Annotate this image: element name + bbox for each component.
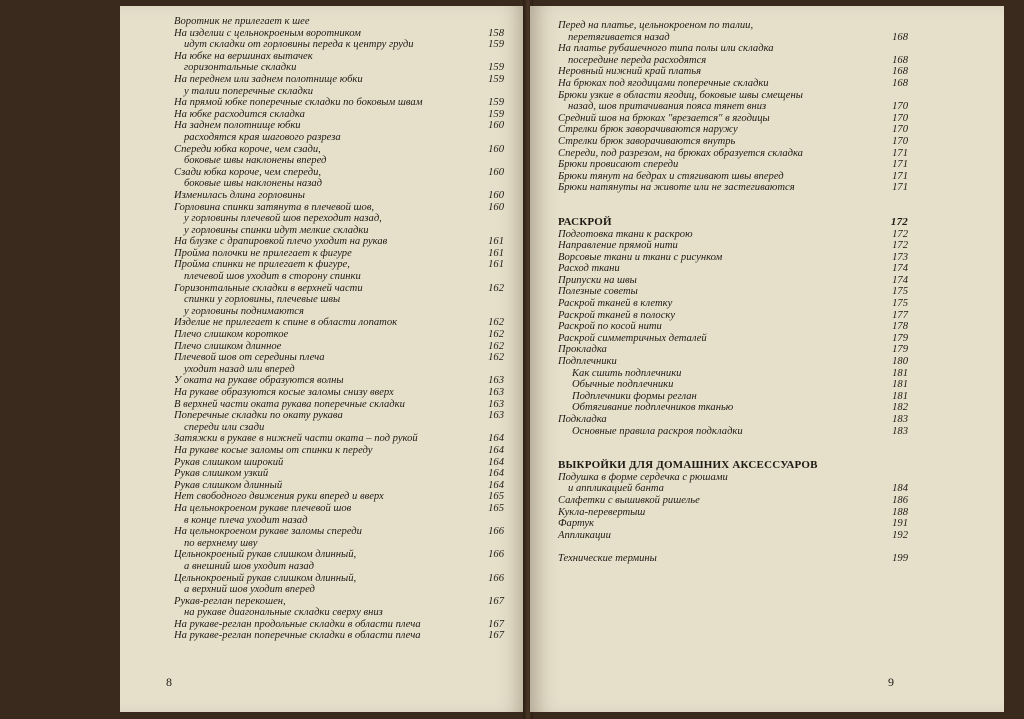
- toc-entry-title: и аппликацией банта: [568, 483, 664, 495]
- toc-entry-title: Основные правила раскроя подкладки: [572, 425, 743, 437]
- toc-entry: [558, 101, 908, 113]
- toc-entry-page: 168: [892, 66, 908, 78]
- toc-entry-title: На прямой юбке поперечные складки по боковым швам: [174, 97, 423, 109]
- toc-entry-page: 171: [892, 170, 908, 182]
- toc-entry: [174, 225, 504, 237]
- toc-entry-title: Припуски на швы: [558, 274, 637, 286]
- toc-entry-page: 162: [488, 282, 504, 294]
- toc-entry-title: Цельнокроеный рукав слишком длинный,: [174, 549, 357, 561]
- toc-entry: [174, 62, 504, 74]
- toc-entry: [558, 263, 908, 275]
- toc-entry-title: На заднем полотнище юбки: [174, 120, 301, 132]
- right-page-number: 9: [888, 675, 894, 689]
- toc-entry-title: В верхней части оката рукава поперечные складки: [174, 398, 405, 410]
- toc-entry-title: а внешний шов уходит назад: [184, 560, 314, 572]
- toc-entry-page: 184: [892, 483, 908, 495]
- toc-entry-page: 161: [488, 247, 504, 259]
- toc-entry-title: у горловины спинки идут мелкие складки: [184, 224, 369, 236]
- toc-entry: [174, 178, 504, 190]
- toc-entry: [174, 422, 504, 434]
- toc-entry: [558, 344, 908, 356]
- toc-entry: [174, 584, 504, 596]
- toc-entry-title: по верхнему шву: [184, 537, 258, 549]
- toc-entry: [174, 526, 504, 538]
- toc-entry-page: 161: [488, 236, 504, 248]
- toc-entry-page: 171: [892, 159, 908, 171]
- spacer: [558, 194, 908, 217]
- toc-entry: [558, 55, 908, 67]
- toc-entry: [174, 387, 504, 399]
- toc-entry-page: 174: [892, 274, 908, 286]
- toc-entry-title: На брюках под ягодицами поперечные складки: [558, 77, 769, 89]
- toc-entry-title: Рукав-реглан перекошен,: [174, 595, 286, 607]
- toc-entry-page: 162: [488, 352, 504, 364]
- toc-entry: [174, 202, 504, 214]
- toc-entry-page: 159: [488, 108, 504, 120]
- toc-entry: [174, 549, 504, 561]
- toc-entry-title: на рукаве диагональные складки сверху вниз: [184, 607, 383, 619]
- toc-entry: [558, 182, 908, 194]
- toc-entry: [174, 51, 504, 63]
- toc-entry-page: 181: [892, 390, 908, 402]
- toc-entry-title: Рукав слишком длинный: [174, 479, 283, 491]
- toc-entry-page: 159: [488, 97, 504, 109]
- toc-entry-title: Поперечные складки по окату рукава: [174, 410, 343, 422]
- toc-entry: [174, 619, 504, 631]
- toc-entry: [174, 190, 504, 202]
- toc-section-heading: [558, 217, 908, 229]
- toc-entry: [174, 317, 504, 329]
- toc-entry-page: 171: [892, 147, 908, 159]
- toc-entry-page: 160: [488, 166, 504, 178]
- toc-entry-title: Подкладка: [558, 414, 607, 425]
- toc-entry: [558, 426, 908, 438]
- toc-entry-page: 158: [488, 27, 504, 39]
- toc-entry: [174, 16, 504, 28]
- toc-entry-title: посередине переда расходятся: [568, 54, 707, 66]
- toc-entry: [174, 607, 504, 619]
- toc-entry: [174, 39, 504, 51]
- toc-entry-title: Пройма полочки не прилегает к фигуре: [174, 247, 352, 259]
- toc-entry: [558, 66, 908, 78]
- toc-entry-page: 168: [892, 31, 908, 43]
- toc-entry-title: РАСКРОЙ: [558, 215, 612, 228]
- toc-entry-title: Плечевой шов от середины плеча: [174, 352, 325, 364]
- toc-entry-page: 172: [892, 240, 908, 252]
- toc-entry: [174, 271, 504, 283]
- toc-entry: [174, 410, 504, 422]
- toc-entry: [174, 248, 504, 260]
- toc-entry-page: 199: [892, 552, 908, 564]
- toc-entry-page: 179: [892, 332, 908, 344]
- toc-entry: [558, 20, 908, 32]
- toc-entry: [174, 28, 504, 40]
- toc-entry: [558, 310, 908, 322]
- toc-entry-title: боковые швы наклонены назад: [184, 178, 323, 190]
- toc-entry-page: 166: [488, 572, 504, 584]
- left-toc-list: [174, 16, 504, 642]
- toc-entry-page: 178: [892, 321, 908, 333]
- toc-entry-title: перетягивается назад: [568, 31, 670, 43]
- toc-entry: [558, 530, 908, 542]
- toc-entry-page: 162: [488, 340, 504, 352]
- toc-entry: [174, 294, 504, 306]
- toc-entry-title: Брюки провисают спереди: [558, 159, 679, 171]
- toc-entry: [174, 468, 504, 480]
- toc-entry-page: 164: [488, 468, 504, 480]
- toc-entry: [174, 341, 504, 353]
- toc-entry-page: 163: [488, 387, 504, 398]
- toc-entry-title: Прокладка: [558, 344, 607, 356]
- toc-entry-page: 164: [488, 444, 504, 456]
- toc-entry: [558, 333, 908, 345]
- toc-entry: [174, 364, 504, 376]
- toc-entry: [174, 74, 504, 86]
- toc-entry: [174, 561, 504, 573]
- right-page: [530, 6, 1004, 712]
- toc-entry-title: спереди или сзади: [184, 421, 265, 433]
- toc-entry: [558, 229, 908, 241]
- left-page-number: 8: [166, 675, 172, 689]
- toc-entry-title: Обтягивание подплечников тканью: [572, 402, 734, 414]
- toc-entry: [174, 167, 504, 179]
- toc-entry: [558, 148, 908, 160]
- toc-entry: [174, 480, 504, 492]
- toc-entry: [174, 503, 504, 515]
- toc-entry-page: 182: [892, 402, 908, 414]
- toc-entry: [558, 483, 908, 495]
- toc-entry: [174, 596, 504, 608]
- toc-entry-title: Плечо слишком короткое: [174, 329, 289, 341]
- toc-entry-title: На переднем или заднем полотнище юбки: [174, 73, 363, 85]
- toc-entry-title: Затяжки в рукаве в нижней части оката – под рукой: [174, 433, 418, 445]
- toc-entry-title: На рукаве образуются косые заломы снизу вверх: [174, 387, 394, 398]
- toc-entry: [558, 472, 908, 484]
- toc-entry: [558, 356, 908, 368]
- toc-entry-title: Раскрой тканей в клетку: [558, 298, 673, 310]
- toc-entry-title: Спереди, под разрезом, на брюках образуется складка: [558, 147, 803, 159]
- toc-entry-title: Технические термины: [558, 552, 657, 564]
- toc-entry: [558, 286, 908, 298]
- toc-entry-page: 171: [892, 182, 908, 194]
- toc-entry: [558, 298, 908, 310]
- toc-entry-title: Подушка в форме сердечка с рюшами: [558, 471, 728, 483]
- toc-entry-page: 164: [488, 433, 504, 445]
- toc-entry: [174, 491, 504, 503]
- toc-entry-title: ВЫКРОЙКИ ДЛЯ ДОМАШНИХ АКСЕССУАРОВ: [558, 459, 818, 472]
- toc-entry-page: 167: [488, 595, 504, 607]
- toc-entry: [174, 399, 504, 411]
- toc-entry: [558, 414, 908, 426]
- toc-entry: [558, 90, 908, 102]
- toc-entry-page: 167: [488, 618, 504, 630]
- toc-entry: [558, 171, 908, 183]
- toc-entry-title: Рукав слишком широкий: [174, 456, 284, 468]
- toc-entry-page: 162: [488, 329, 504, 341]
- toc-entry: [558, 43, 908, 55]
- toc-entry: [174, 109, 504, 121]
- toc-entry: [174, 538, 504, 550]
- toc-entry-page: 191: [892, 518, 908, 530]
- toc-entry-title: назад, шов притачивания пояса тянет вниз: [568, 101, 767, 113]
- toc-entry-page: 174: [892, 263, 908, 275]
- toc-entry-title: Горловина спинки затянута в плечевой шов,: [174, 201, 375, 213]
- toc-entry-title: Подплечники: [558, 356, 617, 368]
- toc-entry-page: 183: [892, 414, 908, 425]
- toc-entry-page: 166: [488, 526, 504, 538]
- toc-entry-title: Сзади юбка короче, чем спереди,: [174, 166, 322, 178]
- right-toc-list: [558, 20, 908, 565]
- toc-entry-title: На рукаве косые заломы от спинки к переду: [174, 444, 373, 456]
- toc-entry: [558, 368, 908, 380]
- toc-entry: [174, 515, 504, 527]
- toc-entry: [174, 155, 504, 167]
- toc-entry-title: горизонтальные складки: [184, 62, 297, 74]
- toc-entry-title: а верхний шов уходит вперед: [184, 584, 315, 596]
- toc-entry: [174, 329, 504, 341]
- spacer: [558, 437, 908, 460]
- toc-entry-page: 160: [488, 143, 504, 155]
- toc-entry-title: Раскрой симметричных деталей: [558, 332, 707, 344]
- toc-entry-title: Рукав слишком узкий: [174, 468, 269, 480]
- toc-entry-page: 173: [892, 251, 908, 263]
- toc-entry-page: 181: [892, 379, 908, 391]
- toc-entry: [558, 136, 908, 148]
- toc-entry: [174, 457, 504, 469]
- toc-entry: [174, 306, 504, 318]
- toc-entry-page: 186: [892, 494, 908, 506]
- toc-entry-title: у талии поперечные складки: [184, 85, 314, 97]
- toc-entry-page: 163: [488, 375, 504, 387]
- toc-entry-title: На блузке с драпировкой плечо уходит на рукав: [174, 236, 388, 248]
- toc-entry: [174, 445, 504, 457]
- toc-entry-title: Ворсовые ткани и ткани с рисунком: [558, 251, 723, 263]
- toc-entry-page: 164: [488, 479, 504, 491]
- toc-entry-page: 163: [488, 410, 504, 422]
- toc-entry-title: Горизонтальные складки в верхней части: [174, 282, 363, 294]
- toc-entry-page: 177: [892, 309, 908, 321]
- toc-entry-page: 168: [892, 54, 908, 66]
- toc-entry: [558, 391, 908, 403]
- toc-entry: [174, 259, 504, 271]
- toc-entry: [174, 144, 504, 156]
- toc-entry-title: На рукаве-реглан поперечные складки в области плеча: [174, 630, 421, 642]
- toc-entry-title: Изменилась длина горловины: [174, 189, 305, 201]
- toc-entry: [558, 379, 908, 391]
- toc-entry-page: 164: [488, 456, 504, 468]
- toc-entry-title: Брюки тянут на бедрах и стягивают швы вперед: [558, 170, 784, 182]
- toc-entry: [558, 275, 908, 287]
- toc-entry-title: Брюки узкие в области ягодиц, боковые швы смещены: [558, 89, 803, 101]
- toc-entry-title: Фартук: [558, 518, 595, 530]
- toc-entry-title: Спереди юбка короче, чем сзади,: [174, 143, 321, 155]
- toc-entry-page: 167: [488, 630, 504, 642]
- toc-entry-title: Брюки натянуты на животе или не застегиваются: [558, 182, 795, 194]
- toc-entry: [558, 495, 908, 507]
- toc-entry-title: Подплечники формы реглан: [572, 390, 697, 402]
- toc-entry: [174, 283, 504, 295]
- toc-entry-title: У оката на рукаве образуются волны: [174, 375, 344, 387]
- toc-entry-page: 159: [488, 62, 504, 74]
- toc-entry-page: 188: [892, 506, 908, 518]
- spacer: [558, 541, 908, 553]
- toc-entry-page: 172: [892, 228, 908, 240]
- toc-entry-page: 181: [892, 367, 908, 379]
- toc-entry: [558, 553, 908, 565]
- toc-entry: [558, 113, 908, 125]
- toc-entry-title: На цельнокроеном рукаве заломы спереди: [174, 526, 362, 538]
- toc-entry-title: у горловины поднимаются: [184, 305, 304, 317]
- toc-entry-title: Обычные подплечники: [572, 379, 674, 391]
- toc-entry: [558, 252, 908, 264]
- toc-entry: [174, 132, 504, 144]
- toc-entry-title: На цельнокроеном рукаве плечевой шов: [174, 502, 352, 514]
- toc-entry-title: Стрелки брюк заворачиваются внутрь: [558, 135, 736, 147]
- toc-entry-page: 160: [488, 201, 504, 213]
- toc-entry-title: Подготовка ткани к раскрою: [558, 228, 693, 240]
- toc-entry: [558, 507, 908, 519]
- toc-entry-page: 165: [488, 502, 504, 514]
- toc-entry-page: 170: [892, 124, 908, 136]
- toc-section-heading: [558, 460, 908, 472]
- toc-entry: [174, 433, 504, 445]
- toc-entry-title: Полезные советы: [558, 286, 638, 298]
- toc-entry: [558, 159, 908, 171]
- toc-entry-page: 166: [488, 549, 504, 561]
- toc-entry-title: Цельнокроеный рукав слишком длинный,: [174, 572, 357, 584]
- toc-entry-title: у горловины плечевой шов переходит назад,: [184, 213, 382, 225]
- toc-entry: [174, 120, 504, 132]
- toc-entry: [174, 375, 504, 387]
- toc-entry-title: На юбке расходится складка: [174, 108, 305, 120]
- toc-entry-title: Перед на платье, цельнокроеном по талии,: [558, 20, 754, 31]
- toc-entry-page: 163: [488, 398, 504, 410]
- toc-entry: [174, 352, 504, 364]
- toc-entry-title: в конце плеча уходит назад: [184, 514, 308, 526]
- toc-entry: [558, 124, 908, 136]
- toc-entry-page: 160: [488, 120, 504, 132]
- toc-entry-title: Нет свободного движения руки вперед и вверх: [174, 491, 384, 503]
- toc-entry-title: Расход ткани: [558, 263, 620, 275]
- toc-entry-page: 175: [892, 298, 908, 310]
- toc-entry-page: 180: [892, 356, 908, 368]
- toc-entry-title: Стрелки брюк заворачиваются наружу: [558, 124, 738, 136]
- left-page: [120, 6, 526, 712]
- toc-entry-title: Пройма спинки не прилегает к фигуре,: [174, 259, 350, 271]
- toc-entry: [558, 402, 908, 414]
- toc-entry-title: уходит назад или вперед: [184, 363, 295, 375]
- toc-entry-title: Плечо слишком длинное: [174, 340, 282, 352]
- toc-entry: [558, 321, 908, 333]
- toc-entry-page: 159: [488, 73, 504, 85]
- toc-entry-title: На юбке на вершинах вытачек: [174, 50, 313, 62]
- toc-entry: [558, 240, 908, 252]
- toc-entry-title: Салфетки с вышивкой ришелье: [558, 494, 700, 506]
- toc-entry-page: 161: [488, 259, 504, 271]
- toc-entry-title: спинки у горловины, плечевые швы: [184, 294, 341, 306]
- toc-entry-title: На платье рубашечного типа полы или складка: [558, 43, 774, 55]
- toc-entry-page: 168: [892, 77, 908, 89]
- toc-entry-page: 162: [488, 317, 504, 329]
- toc-entry-page: 179: [892, 344, 908, 356]
- toc-entry-page: 183: [892, 425, 908, 437]
- toc-entry-page: 170: [892, 135, 908, 147]
- toc-entry-page: 175: [892, 286, 908, 298]
- toc-entry: [174, 573, 504, 585]
- toc-entry: [174, 236, 504, 248]
- toc-entry-title: Воротник не прилегает к шее: [174, 16, 310, 27]
- toc-entry: [558, 32, 908, 44]
- toc-entry: [174, 97, 504, 109]
- toc-entry-title: Неровный нижний край платья: [558, 66, 702, 78]
- toc-entry-title: боковые швы наклонены вперед: [184, 155, 327, 167]
- toc-entry-title: На изделии с цельнокроеным воротником: [174, 27, 361, 39]
- toc-entry-title: Аппликации: [558, 529, 611, 541]
- toc-entry-title: Средний шов на брюках "врезается" в ягодицы: [558, 112, 770, 124]
- toc-entry-title: На рукаве-реглан продольные складки в области плеча: [174, 618, 421, 630]
- toc-entry-title: Направление прямой нити: [558, 240, 678, 252]
- toc-entry-page: 159: [488, 39, 504, 51]
- toc-entry-page: 172: [890, 215, 908, 228]
- toc-entry-title: идут складки от горловины переда к центру груди: [184, 39, 414, 51]
- toc-entry: [558, 78, 908, 90]
- toc-entry: [174, 86, 504, 98]
- toc-entry: [174, 213, 504, 225]
- toc-entry-title: расходятся края шагового разреза: [184, 131, 341, 143]
- toc-entry: [558, 518, 908, 530]
- toc-entry-title: Как сшить подплечники: [572, 367, 682, 379]
- toc-entry-title: Изделие не прилегает к спине в области лопаток: [174, 317, 398, 329]
- toc-entry-page: 170: [892, 101, 908, 113]
- toc-entry-page: 170: [892, 112, 908, 124]
- toc-entry-page: 192: [892, 529, 908, 541]
- toc-entry-title: плечевой шов уходит в сторону спинки: [184, 271, 361, 283]
- toc-entry: [174, 630, 504, 642]
- toc-entry-title: Раскрой по косой нити: [558, 321, 662, 333]
- toc-entry-page: 160: [488, 189, 504, 201]
- toc-entry-title: Кукла-перевертыш: [558, 506, 646, 518]
- toc-entry-title: Раскрой тканей в полоску: [558, 309, 676, 321]
- toc-entry-page: 165: [488, 491, 504, 503]
